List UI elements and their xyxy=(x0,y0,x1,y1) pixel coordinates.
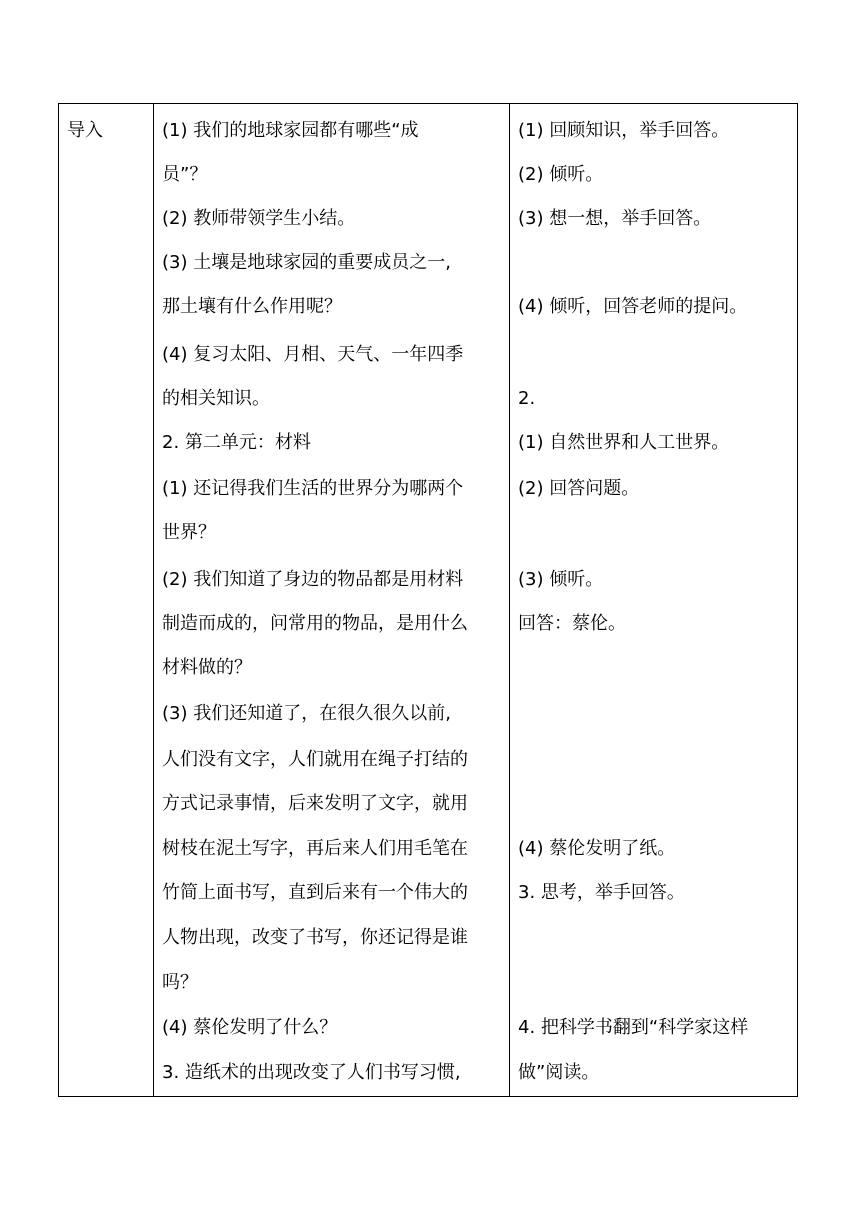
teacher-activity-line: 世界？ xyxy=(162,522,216,543)
lesson-table xyxy=(58,103,798,1097)
teacher-activity-line: 2. 第二单元：材料 xyxy=(162,432,311,453)
teacher-activity-line: 方式记录事情，后来发明了文字，就用 xyxy=(162,793,468,814)
student-activity-line: 2. xyxy=(518,388,536,409)
teacher-activity-line: 人们没有文字，人们就用在绳子打结的 xyxy=(162,749,468,770)
student-activity-line: (2) 倾听。 xyxy=(518,164,604,185)
teacher-activity-line: 那土壤有什么作用呢？ xyxy=(162,296,342,317)
teacher-activity-line: 3. 造纸术的出现改变了人们书写习惯, xyxy=(162,1062,461,1083)
column-divider xyxy=(509,104,510,1096)
teacher-activity-line: 吗？ xyxy=(162,972,198,993)
student-activity-line: (4) 倾听，回答老师的提问。 xyxy=(518,296,748,317)
student-activity-line: (2) 回答问题。 xyxy=(518,478,640,499)
teacher-activity-line: (1) 还记得我们生活的世界分为哪两个 xyxy=(162,478,464,499)
teacher-activity-line: 员”？ xyxy=(162,164,208,185)
teacher-activity-line: 的相关知识。 xyxy=(162,388,270,409)
student-activity-line: (4) 蔡伦发明了纸。 xyxy=(518,838,676,859)
teacher-activity-line: 制造而成的，问常用的物品，是用什么 xyxy=(162,613,468,634)
student-activity-line: 4. 把科学书翻到“科学家这样 xyxy=(518,1017,749,1038)
student-activity-line: (1) 自然世界和人工世界。 xyxy=(518,432,730,453)
teacher-activity-line: (1) 我们的地球家园都有哪些“成 xyxy=(162,120,419,141)
student-activity-line: (3) 想一想，举手回答。 xyxy=(518,208,712,229)
teacher-activity-line: (2) 我们知道了身边的物品都是用材料 xyxy=(162,569,464,590)
student-activity-line: 回答：蔡伦。 xyxy=(518,613,626,634)
student-activity-line: 做”阅读。 xyxy=(518,1062,600,1083)
teacher-activity-line: 人物出现，改变了书写，你还记得是谁 xyxy=(162,927,468,948)
student-activity-line: (1) 回顾知识，举手回答。 xyxy=(518,120,730,141)
teacher-activity-line: (4) 复习太阳、月相、天气、一年四季 xyxy=(162,344,464,365)
column-divider xyxy=(153,104,154,1096)
student-activity-line: (3) 倾听。 xyxy=(518,569,604,590)
teacher-activity-line: (2) 教师带领学生小结。 xyxy=(162,208,356,229)
teacher-activity-line: 树枝在泥土写字，再后来人们用毛笔在 xyxy=(162,838,468,859)
student-activity-line: 3. 思考，举手回答。 xyxy=(518,882,685,903)
teacher-activity-line: (4) 蔡伦发明了什么？ xyxy=(162,1017,338,1038)
teacher-activity-line: (3) 我们还知道了，在很久很久以前, xyxy=(162,703,451,724)
section-label: 导入 xyxy=(67,120,103,141)
teacher-activity-line: (3) 土壤是地球家园的重要成员之一, xyxy=(162,252,451,273)
teacher-activity-line: 竹简上面书写，直到后来有一个伟大的 xyxy=(162,882,468,903)
teacher-activity-line: 材料做的？ xyxy=(162,657,252,678)
